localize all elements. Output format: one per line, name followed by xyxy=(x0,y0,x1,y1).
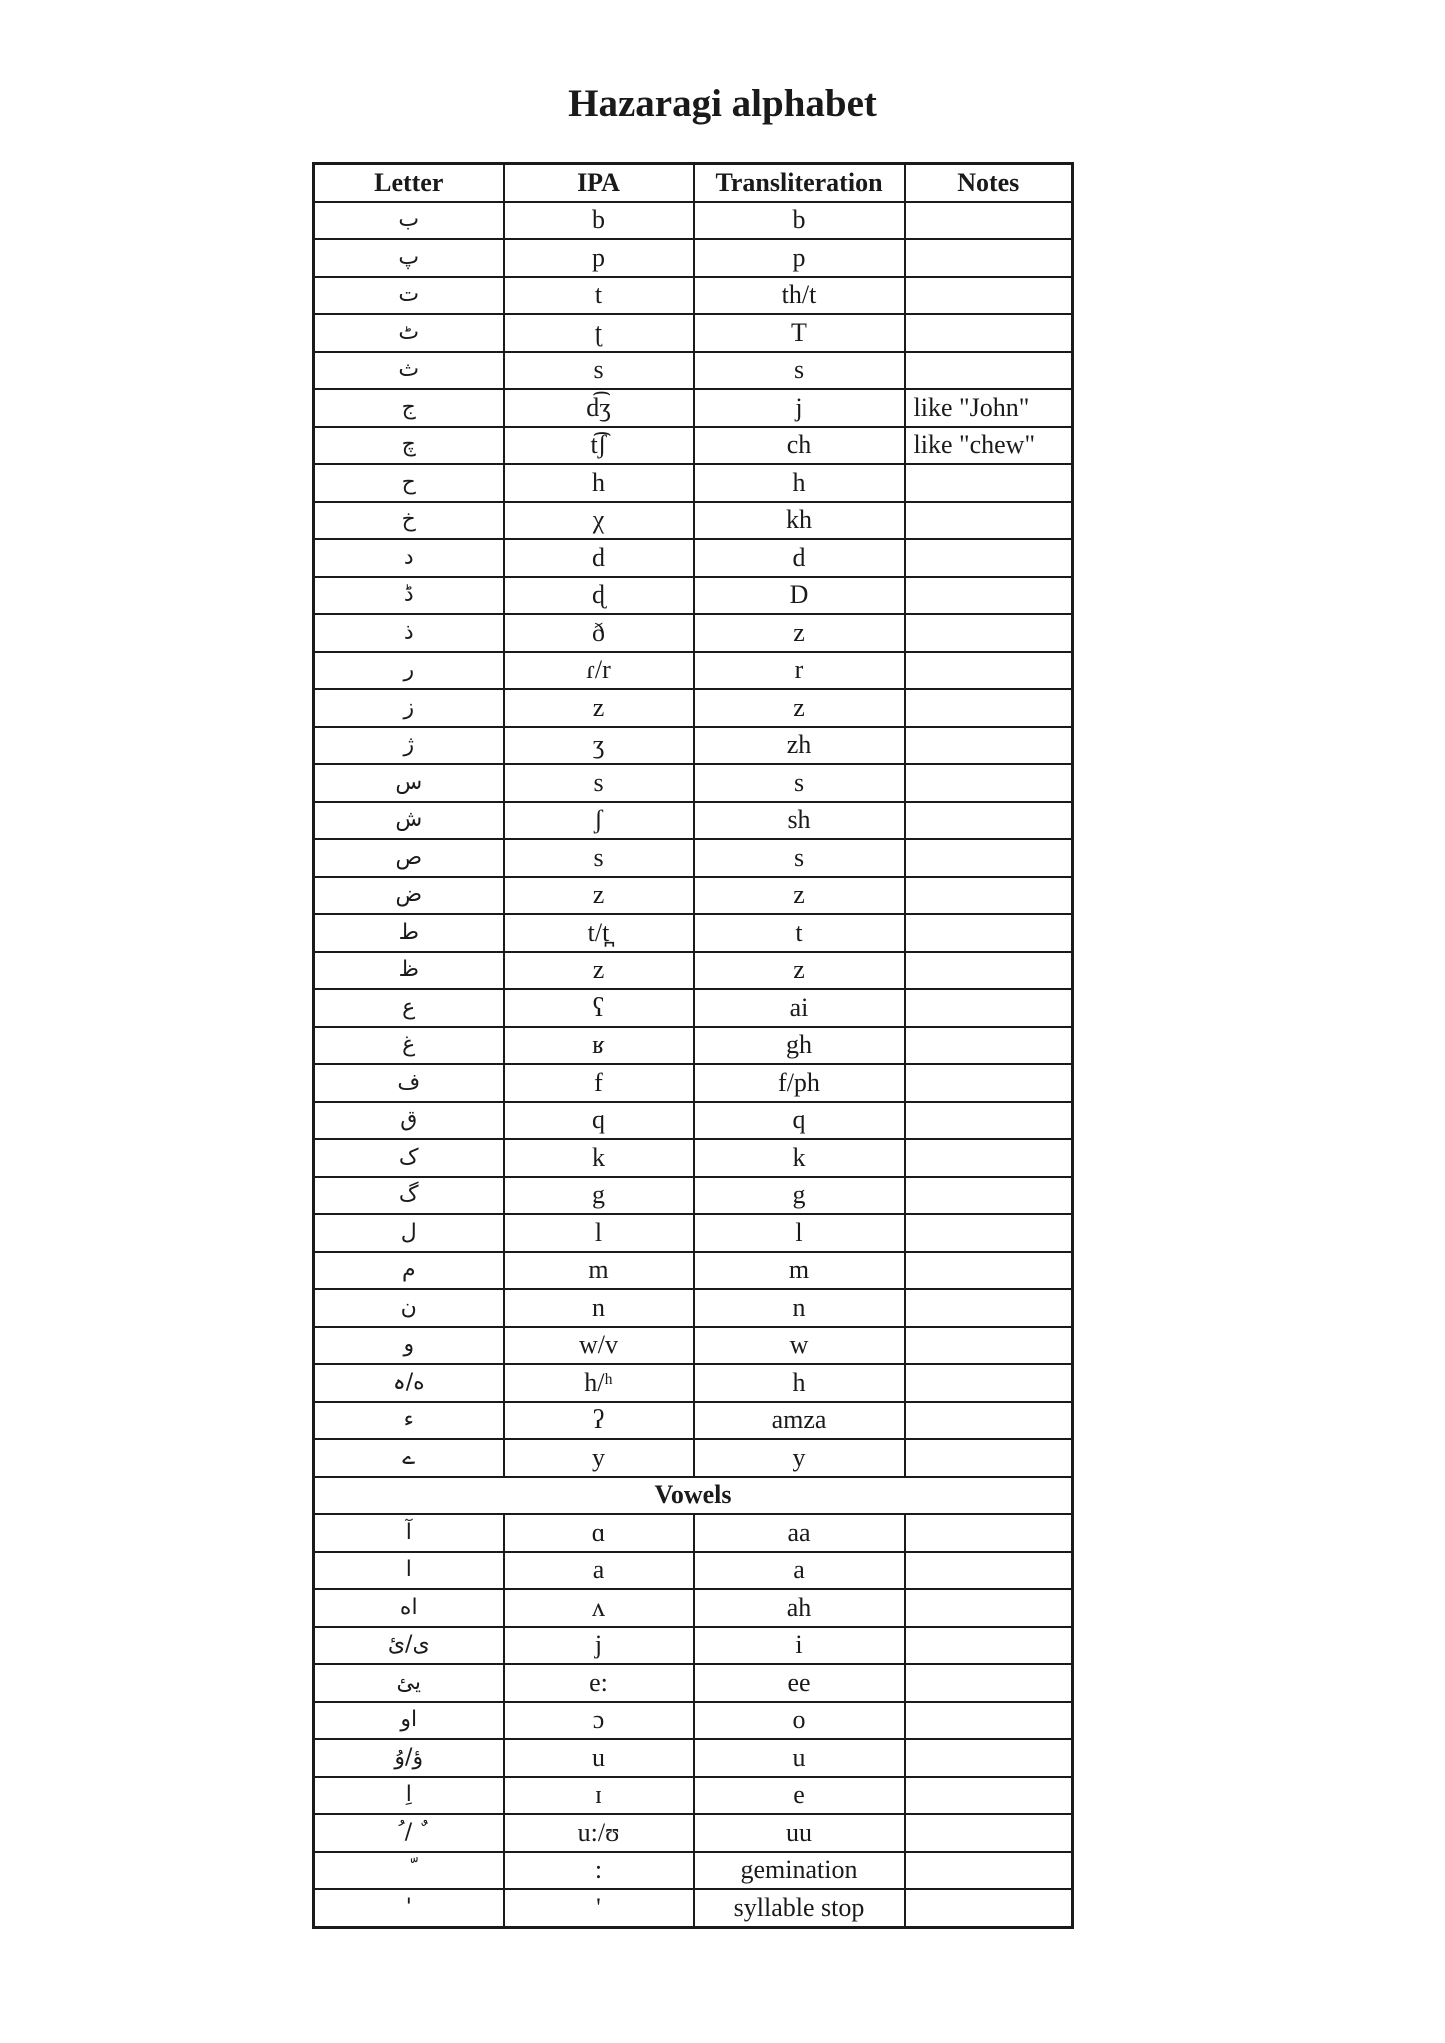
notes-cell xyxy=(905,652,1073,690)
letter-cell: آ xyxy=(314,1514,504,1552)
table-row xyxy=(314,652,1073,690)
transliteration-cell: z xyxy=(694,689,905,727)
letter-cell: ژ xyxy=(314,727,504,765)
table-row xyxy=(314,1139,1073,1177)
ipa-cell: ʒ xyxy=(504,727,694,765)
transliteration-cell: s xyxy=(694,764,905,802)
letter-cell: ه/ہ xyxy=(314,1364,504,1402)
ipa-cell: s xyxy=(504,352,694,390)
ipa-cell: ' xyxy=(504,1889,694,1927)
notes-cell xyxy=(905,1102,1073,1140)
transliteration-cell: f/ph xyxy=(694,1064,905,1102)
ipa-cell: y xyxy=(504,1439,694,1477)
transliteration-cell: g xyxy=(694,1177,905,1215)
table-row xyxy=(314,1514,1073,1552)
letter-cell: ے xyxy=(314,1439,504,1477)
transliteration-cell: z xyxy=(694,614,905,652)
table-row xyxy=(314,914,1073,952)
transliteration-cell: m xyxy=(694,1252,905,1290)
ipa-cell: b xyxy=(504,202,694,240)
notes-cell xyxy=(905,764,1073,802)
notes-cell xyxy=(905,1814,1073,1852)
transliteration-cell: kh xyxy=(694,502,905,540)
letter-cell: ع xyxy=(314,989,504,1027)
header-letter: Letter xyxy=(314,164,504,202)
letter-cell: ق xyxy=(314,1102,504,1140)
notes-cell xyxy=(905,1139,1073,1177)
table-row xyxy=(314,1327,1073,1365)
table-row xyxy=(314,764,1073,802)
ipa-cell: z xyxy=(504,689,694,727)
notes-cell xyxy=(905,1664,1073,1702)
letter-cell: ج xyxy=(314,389,504,427)
transliteration-cell: ee xyxy=(694,1664,905,1702)
ipa-cell: χ xyxy=(504,502,694,540)
table-row xyxy=(314,1102,1073,1140)
notes-cell xyxy=(905,1402,1073,1440)
transliteration-cell: w xyxy=(694,1327,905,1365)
transliteration-cell: h xyxy=(694,464,905,502)
letter-cell: ڈ xyxy=(314,577,504,615)
ipa-cell: u:/ʊ xyxy=(504,1814,694,1852)
table-row xyxy=(314,989,1073,1027)
notes-cell xyxy=(905,577,1073,615)
letter-cell: ص xyxy=(314,839,504,877)
ipa-cell: ɾ/r xyxy=(504,652,694,690)
notes-cell xyxy=(905,202,1073,240)
transliteration-cell: ch xyxy=(694,427,905,465)
ipa-cell: z xyxy=(504,877,694,915)
notes-cell xyxy=(905,1739,1073,1777)
letter-cell: گ xyxy=(314,1177,504,1215)
notes-cell xyxy=(905,689,1073,727)
ipa-cell: f xyxy=(504,1064,694,1102)
ipa-cell: q xyxy=(504,1102,694,1140)
letter-cell: ذ xyxy=(314,614,504,652)
transliteration-cell: r xyxy=(694,652,905,690)
letter-cell: ء xyxy=(314,1402,504,1440)
letter-cell: ت xyxy=(314,277,504,315)
ipa-cell: u xyxy=(504,1739,694,1777)
transliteration-cell: u xyxy=(694,1739,905,1777)
notes-cell xyxy=(905,352,1073,390)
notes-cell xyxy=(905,914,1073,952)
letter-cell: ف xyxy=(314,1064,504,1102)
table-row xyxy=(314,1889,1073,1927)
table-row xyxy=(314,614,1073,652)
table-row xyxy=(314,1627,1073,1665)
ipa-cell: l xyxy=(504,1214,694,1252)
table-row xyxy=(314,389,1073,427)
ipa-cell: z xyxy=(504,952,694,990)
transliteration-cell: syllable stop xyxy=(694,1889,905,1927)
notes-cell xyxy=(905,989,1073,1027)
table-row xyxy=(314,1589,1073,1627)
ipa-cell: ɖ xyxy=(504,577,694,615)
notes-cell xyxy=(905,1289,1073,1327)
ipa-cell: t͡ʃ xyxy=(504,427,694,465)
table-row xyxy=(314,1177,1073,1215)
letter-cell: ی/ئ xyxy=(314,1627,504,1665)
table-row xyxy=(314,1552,1073,1590)
notes-cell xyxy=(905,1852,1073,1890)
notes-cell xyxy=(905,1439,1073,1477)
notes-cell xyxy=(905,1889,1073,1927)
notes-cell xyxy=(905,464,1073,502)
letter-cell: ل xyxy=(314,1214,504,1252)
letter-cell: و xyxy=(314,1327,504,1365)
table-row xyxy=(314,314,1073,352)
notes-cell xyxy=(905,539,1073,577)
table-row xyxy=(314,1439,1073,1477)
letter-cell: ا xyxy=(314,1552,504,1590)
notes-cell: like "John" xyxy=(905,389,1073,427)
ipa-cell: s xyxy=(504,839,694,877)
transliteration-cell: gh xyxy=(694,1027,905,1065)
transliteration-cell: b xyxy=(694,202,905,240)
table-row xyxy=(314,1739,1073,1777)
notes-cell xyxy=(905,614,1073,652)
ipa-cell: ʌ xyxy=(504,1589,694,1627)
notes-cell xyxy=(905,314,1073,352)
transliteration-cell: uu xyxy=(694,1814,905,1852)
table-row xyxy=(314,839,1073,877)
ipa-cell: a xyxy=(504,1552,694,1590)
letter-cell: ز xyxy=(314,689,504,727)
transliteration-cell: p xyxy=(694,239,905,277)
notes-cell xyxy=(905,727,1073,765)
letter-cell: او xyxy=(314,1702,504,1740)
ipa-cell: ʃ xyxy=(504,802,694,840)
ipa-cell: k xyxy=(504,1139,694,1177)
table-row xyxy=(314,1289,1073,1327)
letter-cell: ظ xyxy=(314,952,504,990)
letter-cell: ؤ/وُ xyxy=(314,1739,504,1777)
notes-cell xyxy=(905,952,1073,990)
table-row xyxy=(314,1664,1073,1702)
transliteration-cell: o xyxy=(694,1702,905,1740)
table-row xyxy=(314,1252,1073,1290)
letter-cell: ش xyxy=(314,802,504,840)
letter-cell: ' xyxy=(314,1889,504,1927)
ipa-cell: ɪ xyxy=(504,1777,694,1815)
transliteration-cell: y xyxy=(694,1439,905,1477)
table-row xyxy=(314,577,1073,615)
transliteration-cell: aa xyxy=(694,1514,905,1552)
notes-cell xyxy=(905,1777,1073,1815)
table-row xyxy=(314,277,1073,315)
table-row xyxy=(314,427,1073,465)
notes-cell xyxy=(905,839,1073,877)
notes-cell xyxy=(905,1214,1073,1252)
letter-cell: ح xyxy=(314,464,504,502)
ipa-cell: d͡ʒ xyxy=(504,389,694,427)
transliteration-cell: j xyxy=(694,389,905,427)
transliteration-cell: l xyxy=(694,1214,905,1252)
transliteration-cell: t xyxy=(694,914,905,952)
letter-cell: ب xyxy=(314,202,504,240)
ipa-cell: d xyxy=(504,539,694,577)
header-notes: Notes xyxy=(905,164,1073,202)
letter-cell: د xyxy=(314,539,504,577)
notes-cell xyxy=(905,1177,1073,1215)
transliteration-cell: a xyxy=(694,1552,905,1590)
ipa-cell: w/v xyxy=(504,1327,694,1365)
notes-cell xyxy=(905,1364,1073,1402)
table-row xyxy=(314,239,1073,277)
transliteration-cell: n xyxy=(694,1289,905,1327)
letter-cell: ک xyxy=(314,1139,504,1177)
table-row xyxy=(314,1777,1073,1815)
table-row xyxy=(314,1214,1073,1252)
letter-cell: ٌ / ُ xyxy=(314,1814,504,1852)
ipa-cell: e: xyxy=(504,1664,694,1702)
notes-cell xyxy=(905,1327,1073,1365)
ipa-cell: ð xyxy=(504,614,694,652)
transliteration-cell: gemination xyxy=(694,1852,905,1890)
table-row xyxy=(314,1364,1073,1402)
ipa-cell: ɑ xyxy=(504,1514,694,1552)
transliteration-cell: z xyxy=(694,952,905,990)
notes-cell xyxy=(905,1514,1073,1552)
notes-cell xyxy=(905,877,1073,915)
notes-cell xyxy=(905,239,1073,277)
letter-cell: چ xyxy=(314,427,504,465)
ipa-cell: ʈ xyxy=(504,314,694,352)
letter-cell: ط xyxy=(314,914,504,952)
ipa-cell: n xyxy=(504,1289,694,1327)
table-row xyxy=(314,539,1073,577)
ipa-cell: ʔ xyxy=(504,1402,694,1440)
letter-cell: پ xyxy=(314,239,504,277)
table-row xyxy=(314,352,1073,390)
transliteration-cell: ah xyxy=(694,1589,905,1627)
ipa-cell: h/ʰ xyxy=(504,1364,694,1402)
table-row xyxy=(314,727,1073,765)
ipa-cell: t xyxy=(504,277,694,315)
transliteration-cell: ai xyxy=(694,989,905,1027)
notes-cell xyxy=(905,1027,1073,1065)
transliteration-cell: D xyxy=(694,577,905,615)
transliteration-cell: sh xyxy=(694,802,905,840)
transliteration-cell: th/t xyxy=(694,277,905,315)
table-row xyxy=(314,1064,1073,1102)
transliteration-cell: s xyxy=(694,839,905,877)
letter-cell: ض xyxy=(314,877,504,915)
transliteration-cell: i xyxy=(694,1627,905,1665)
alphabet-table xyxy=(312,162,1074,1929)
page-title: Hazaragi alphabet xyxy=(568,82,877,125)
transliteration-cell: q xyxy=(694,1102,905,1140)
notes-cell xyxy=(905,1552,1073,1590)
ipa-cell: ɔ xyxy=(504,1702,694,1740)
table-row xyxy=(314,1852,1073,1890)
ipa-cell: t/t̪ xyxy=(504,914,694,952)
letter-cell: ث xyxy=(314,352,504,390)
table-body xyxy=(314,202,1073,1928)
transliteration-cell: h xyxy=(694,1364,905,1402)
notes-cell xyxy=(905,502,1073,540)
ipa-cell: j xyxy=(504,1627,694,1665)
letter-cell xyxy=(314,1852,504,1890)
notes-cell xyxy=(905,1702,1073,1740)
ipa-cell: s xyxy=(504,764,694,802)
ipa-cell: p xyxy=(504,239,694,277)
letter-cell: خ xyxy=(314,502,504,540)
notes-cell xyxy=(905,277,1073,315)
ipa-cell: m xyxy=(504,1252,694,1290)
ipa-cell: h xyxy=(504,464,694,502)
table-row xyxy=(314,1702,1073,1740)
transliteration-cell: T xyxy=(694,314,905,352)
table-row xyxy=(314,502,1073,540)
notes-cell xyxy=(905,1064,1073,1102)
ipa-cell: g xyxy=(504,1177,694,1215)
vowels-section-row xyxy=(314,1477,1073,1515)
table-row xyxy=(314,1814,1073,1852)
letter-cell: اِ xyxy=(314,1777,504,1815)
notes-cell xyxy=(905,1252,1073,1290)
letter-cell: ٹ xyxy=(314,314,504,352)
transliteration-cell: e xyxy=(694,1777,905,1815)
table-row xyxy=(314,1027,1073,1065)
letter-cell: يئ xyxy=(314,1664,504,1702)
ipa-cell: : xyxy=(504,1852,694,1890)
notes-cell: like "chew" xyxy=(905,427,1073,465)
letter-cell: ر xyxy=(314,652,504,690)
header-row xyxy=(314,164,1073,202)
notes-cell xyxy=(905,802,1073,840)
table-row xyxy=(314,1402,1073,1440)
notes-cell xyxy=(905,1589,1073,1627)
transliteration-cell: d xyxy=(694,539,905,577)
vowels-section-label: Vowels xyxy=(314,1477,1073,1515)
table-row xyxy=(314,802,1073,840)
ipa-cell: ʕ xyxy=(504,989,694,1027)
letter-cell: س xyxy=(314,764,504,802)
header-ipa: IPA xyxy=(504,164,694,202)
table-row xyxy=(314,689,1073,727)
table-row xyxy=(314,952,1073,990)
letter-cell: ن xyxy=(314,1289,504,1327)
transliteration-cell: zh xyxy=(694,727,905,765)
table-row xyxy=(314,202,1073,240)
letter-cell: م xyxy=(314,1252,504,1290)
transliteration-cell: s xyxy=(694,352,905,390)
notes-cell xyxy=(905,1627,1073,1665)
table-row xyxy=(314,464,1073,502)
letter-cell: غ xyxy=(314,1027,504,1065)
transliteration-cell: k xyxy=(694,1139,905,1177)
transliteration-cell: z xyxy=(694,877,905,915)
table-row xyxy=(314,877,1073,915)
transliteration-cell: amza xyxy=(694,1402,905,1440)
letter-cell: اه xyxy=(314,1589,504,1627)
header-transliteration: Transliteration xyxy=(694,164,905,202)
ipa-cell: ʁ xyxy=(504,1027,694,1065)
